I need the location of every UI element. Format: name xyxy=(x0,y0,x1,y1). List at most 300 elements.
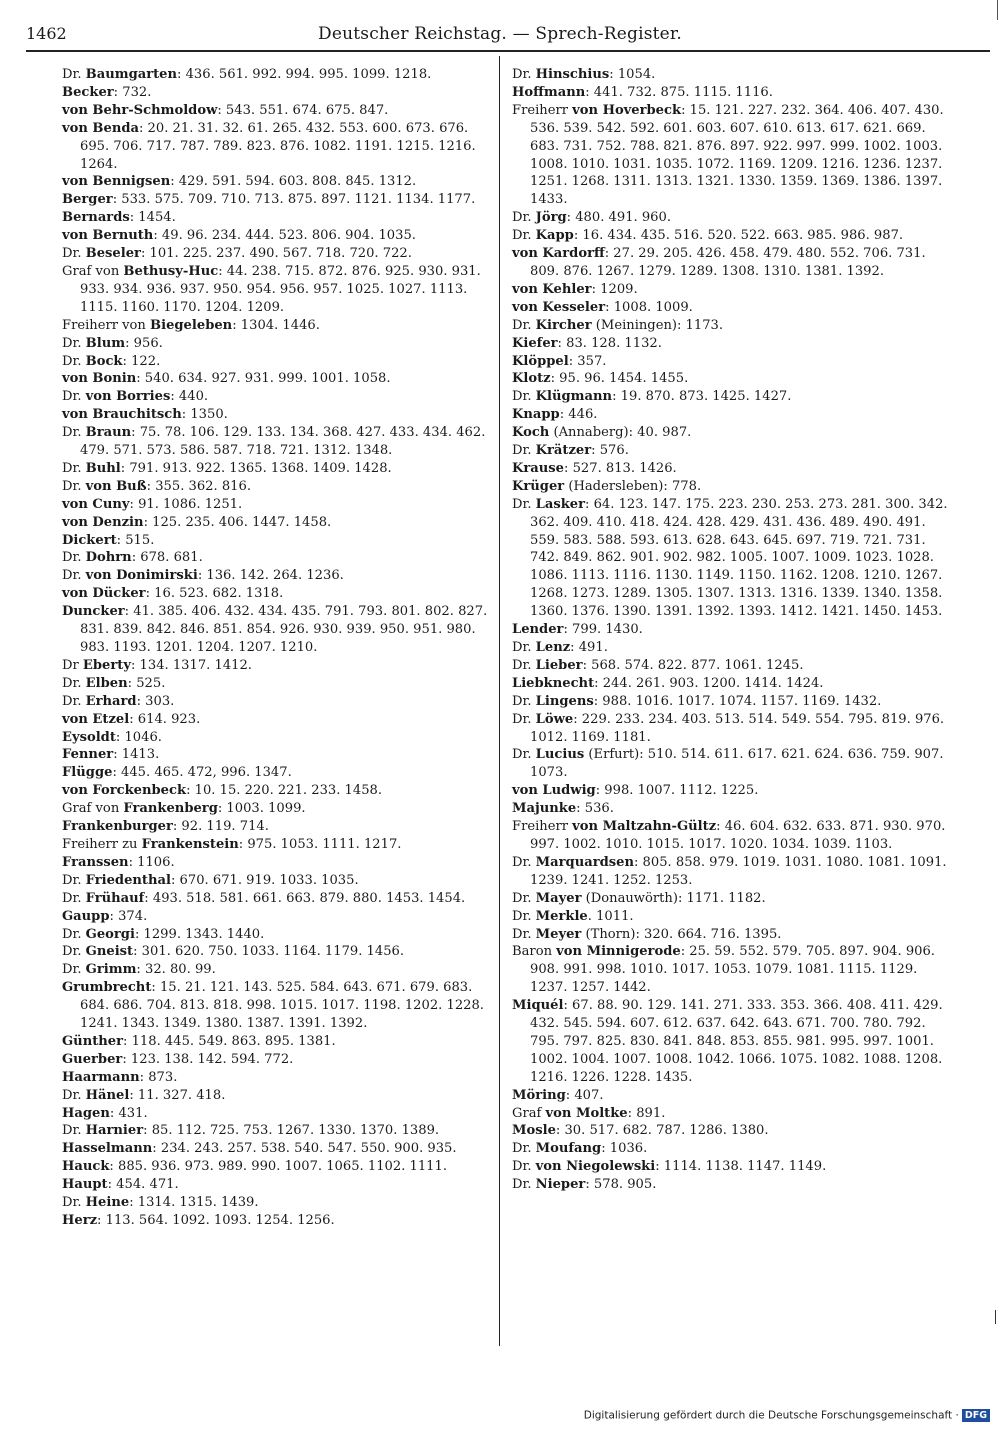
speaker-name: Braun xyxy=(85,425,132,441)
register-entry xyxy=(512,639,948,657)
page-references: : 480. 491. 960. xyxy=(566,210,672,226)
entry-prefix: Graf xyxy=(512,1105,546,1121)
speaker-name: Bock xyxy=(85,353,123,369)
register-entry xyxy=(512,1158,948,1176)
page-references: : 357. xyxy=(568,353,607,369)
speaker-name: von Bennigsen xyxy=(62,174,171,190)
page-references: : 576. xyxy=(591,443,629,459)
register-entry xyxy=(62,872,492,890)
register-entry xyxy=(62,693,492,711)
speaker-name: Gaupp xyxy=(62,908,110,924)
entry-prefix: Dr. xyxy=(62,890,86,906)
speaker-name: von Brauchitsch xyxy=(62,407,182,423)
speaker-name: Guerber xyxy=(62,1051,123,1067)
page-references: (Hadersleben): 778. xyxy=(564,478,702,494)
register-entry xyxy=(512,281,948,299)
page-references: : 44. 238. 715. 872. 876. 925. 930. 931. 933. 934. 936. 937. 950. 954. 956. 957. 1025. 1027. 1113. 1115. 1160. 1170. 1204. 1209. xyxy=(80,263,481,315)
register-entry xyxy=(62,729,492,747)
speaker-name: Franssen xyxy=(62,854,129,870)
page-references: : 431. xyxy=(109,1105,148,1121)
speaker-name: Jörg xyxy=(535,210,567,226)
entry-prefix: Dr. xyxy=(62,926,86,942)
page-references: : 85. 112. 725. 753. 1267. 1330. 1370. 1389. xyxy=(143,1123,440,1139)
page-references: : 525. xyxy=(127,675,166,691)
page-references: : 46. 604. 632. 633. 871. 930. 970. 997. 1002. 1010. 1015. 1017. 1020. 1034. 1039. 1103. xyxy=(530,819,946,852)
speaker-name: Hoffmann xyxy=(512,84,586,100)
speaker-name: von Etzel xyxy=(62,711,130,727)
entry-prefix: Dr. xyxy=(62,550,86,566)
page-references: : 1106. xyxy=(128,854,175,870)
speaker-name: Beseler xyxy=(85,246,141,262)
entry-prefix: Dr. xyxy=(62,478,86,494)
speaker-name: von Kesseler xyxy=(512,299,606,315)
speaker-name: Majunke xyxy=(512,801,577,817)
entry-prefix: Dr. xyxy=(512,210,536,226)
page-references: : 578. 905. xyxy=(585,1177,657,1193)
page-references: : 956. xyxy=(125,335,163,351)
register-entry xyxy=(512,943,948,997)
speaker-name: Mayer xyxy=(535,890,582,906)
register-entry xyxy=(62,514,492,532)
speaker-name: Georgi xyxy=(85,926,135,942)
entry-prefix: Dr. xyxy=(512,443,536,459)
entry-prefix: Dr. xyxy=(62,67,86,82)
page-references: : 670. 671. 919. 1033. 1035. xyxy=(170,872,359,888)
page-references: : 27. 29. 205. 426. 458. 479. 480. 552. 706. 731. 809. 876. 1267. 1279. 1289. 1308. 1310. 1381. 1392. xyxy=(530,246,926,279)
page-references: : 540. 634. 927. 931. 999. 1001. 1058. xyxy=(136,371,391,387)
speaker-name: Lenz xyxy=(535,640,571,655)
page-references: : 988. 1016. 1017. 1074. 1157. 1169. 1432. xyxy=(593,693,882,709)
register-entry xyxy=(512,406,948,424)
page-references: : 1413. xyxy=(113,747,160,763)
entry-prefix: Freiherr zu xyxy=(62,836,142,852)
speaker-name: Hänel xyxy=(85,1087,130,1103)
register-entry xyxy=(512,1087,948,1105)
register-entry xyxy=(62,818,492,836)
page-references: : 11. 327. 418. xyxy=(129,1087,226,1103)
register-entry xyxy=(62,1051,492,1069)
page-references: : 49. 96. 234. 444. 523. 806. 904. 1035. xyxy=(153,228,416,244)
page-references: : 113. 564. 1092. 1093. 1254. 1256. xyxy=(97,1213,335,1228)
speaker-name: Dickert xyxy=(62,532,117,548)
speaker-name: Friedenthal xyxy=(85,872,171,888)
page-references: : 491. xyxy=(570,640,608,655)
speaker-name: von Kardorff xyxy=(512,246,605,262)
speaker-name: Nieper xyxy=(535,1177,586,1193)
register-entry xyxy=(62,1176,492,1194)
register-entry xyxy=(62,926,492,944)
page-references: : 527. 813. 1426. xyxy=(564,460,677,476)
page-references: : 873. xyxy=(139,1069,178,1085)
page-references: : 136. 142. 264. 1236. xyxy=(197,568,344,584)
page-references: : 493. 518. 581. 661. 663. 879. 880. 1453. 1454. xyxy=(144,890,466,906)
page-references: : 678. 681. xyxy=(131,550,203,566)
footer-credit: Digitalisierung gefördert durch die Deutsche Forschungsgemeinschaft · xyxy=(583,1409,959,1422)
entry-prefix: Dr. xyxy=(512,926,536,942)
page-references: : 10. 15. 220. 221. 233. 1458. xyxy=(186,783,383,799)
register-entry xyxy=(62,317,492,335)
register-entry xyxy=(62,191,492,209)
register-entry xyxy=(62,657,492,675)
entry-prefix: Dr. xyxy=(512,711,536,727)
page-references: : 614. 923. xyxy=(129,711,201,727)
register-entry xyxy=(62,478,492,496)
entry-prefix: Dr. xyxy=(62,944,86,960)
entry-prefix: Dr. xyxy=(62,872,86,888)
entry-prefix: Freiherr xyxy=(512,819,573,835)
speaker-name: Merkle xyxy=(535,908,588,924)
speaker-name: Hasselmann xyxy=(62,1141,153,1157)
register-entry xyxy=(512,370,948,388)
register-entry xyxy=(512,317,948,335)
speaker-name: Flügge xyxy=(62,765,113,781)
register-entry xyxy=(62,120,492,174)
speaker-name: Duncker xyxy=(62,604,125,620)
speaker-name: Elben xyxy=(85,675,128,691)
register-entry xyxy=(512,353,948,371)
page-references: : 134. 1317. 1412. xyxy=(130,657,252,673)
speaker-name: Klügmann xyxy=(535,389,613,405)
speaker-name: Herz xyxy=(62,1213,98,1228)
speaker-name: Miquél xyxy=(512,998,564,1014)
register-entry xyxy=(512,442,948,460)
page-references: : 20. 21. 31. 32. 61. 265. 432. 553. 600. 673. 676. 695. 706. 717. 787. 789. 823. 876. 1082. 1191. 1215. 1216. 1264. xyxy=(80,120,476,172)
speaker-name: von Maltzahn-Gültz xyxy=(572,819,717,835)
entry-prefix: Dr. xyxy=(62,962,86,978)
entry-prefix: Dr. xyxy=(512,496,536,512)
page-references: : 1114. 1138. 1147. 1149. xyxy=(655,1159,827,1175)
page-references: : 15. 121. 227. 232. 364. 406. 407. 430. 536. 539. 542. 592. 601. 603. 607. 610. 613. 617. 621. 669. 683. 731. 752. 788. 821. 876. 897. 922. 997. 999. 1002. 1003. 1008. 1010. 1031. 1035. 1072. 1169. 1209. 1216. 1236. 1237. 1251. 1268. 1311. 1313. 1321. 1330. 1359. 1369. 1386. 1397. 1433. xyxy=(530,102,944,208)
page-references: : 436. 561. 992. 994. 995. 1099. 1218. xyxy=(177,67,432,82)
entry-prefix: Dr. xyxy=(62,675,86,691)
page-references: : 75. 78. 106. 129. 133. 134. 368. 427. 433. 434. 462. 479. 571. 573. 586. 587. 718. 721. 1312. 1348. xyxy=(80,425,486,459)
header-rule xyxy=(26,50,990,52)
speaker-name: Lieber xyxy=(535,657,583,673)
page-references: : 301. 620. 750. 1033. 1164. 1179. 1456. xyxy=(133,944,405,960)
register-entry xyxy=(512,693,948,711)
entry-prefix: Dr. xyxy=(512,1159,536,1175)
register-entry xyxy=(512,711,948,747)
speaker-name: von Dücker xyxy=(62,586,146,602)
speaker-name: Heine xyxy=(85,1195,130,1211)
speaker-name: Frankenstein xyxy=(141,836,239,852)
speaker-name: von Bonin xyxy=(62,371,137,387)
entry-prefix: Dr. xyxy=(62,335,86,351)
speaker-name: Grumbrecht xyxy=(62,980,152,996)
page-references: : 1209. xyxy=(591,281,638,297)
speaker-name: Krätzer xyxy=(535,443,592,459)
register-entry xyxy=(62,370,492,388)
page-references: : 998. 1007. 1112. 1225. xyxy=(595,783,759,799)
entry-prefix: Dr. xyxy=(512,854,536,870)
page-references: : 1350. xyxy=(181,407,228,423)
entry-prefix: Graf von xyxy=(62,263,124,279)
speaker-name: Grimm xyxy=(85,962,137,978)
page-references: : 885. 936. 973. 989. 990. 1007. 1065. 1102. 1111. xyxy=(109,1159,448,1175)
entry-prefix: Dr. xyxy=(512,317,536,333)
page-references: : 568. 574. 822. 877. 1061. 1245. xyxy=(582,657,804,673)
speaker-name: von Forckenbeck xyxy=(62,783,187,799)
page-references: . 1011. xyxy=(587,908,634,924)
entry-prefix: Dr. xyxy=(512,1141,536,1157)
register-entry xyxy=(512,997,948,1087)
entry-prefix: Dr xyxy=(62,657,83,673)
page-references: : 32. 80. 99. xyxy=(136,962,216,978)
register-entry xyxy=(62,1105,492,1123)
register-entry xyxy=(62,424,492,460)
register-entry xyxy=(62,335,492,353)
speaker-name: Lender xyxy=(512,622,564,638)
speaker-name: Berger xyxy=(62,192,113,208)
scan-margin-mark xyxy=(995,1310,996,1324)
speaker-name: Harnier xyxy=(85,1123,144,1139)
register-entry xyxy=(512,890,948,908)
register-entry xyxy=(512,782,948,800)
page-references: : 16. 434. 435. 516. 520. 522. 663. 985. 986. 987. xyxy=(573,228,904,244)
scan-edge-mark xyxy=(989,0,998,20)
left-column xyxy=(62,66,492,1230)
entry-prefix: Dr. xyxy=(62,425,86,441)
page-references: (Meiningen): 1173. xyxy=(591,317,724,333)
register-entry xyxy=(62,675,492,693)
page-references: : 440. xyxy=(170,389,209,405)
page-references: : 95. 96. 1454. 1455. xyxy=(550,371,689,387)
register-entry xyxy=(62,1087,492,1105)
footer xyxy=(584,1409,990,1422)
dfg-logo: DFG xyxy=(962,1409,990,1422)
page-references: : 67. 88. 90. 129. 141. 271. 333. 353. 366. 408. 411. 429. 432. 545. 594. 607. 612. 637. 642. 643. 671. 700. 780. 792. 795. 797. 825. 830. 841. 848. 853. 855. 981. 995. 997. 1001. 1002. 1004. 1007. 1008. 1042. 1066. 1075. 1082. 1088. 1208. 1216. 1226. 1228. 1435. xyxy=(530,998,943,1085)
page-number: 1462 xyxy=(26,24,67,43)
entry-prefix: Dr. xyxy=(62,568,86,584)
speaker-name: Günther xyxy=(62,1033,124,1049)
entry-prefix: Dr. xyxy=(512,228,536,244)
speaker-name: Frankenberg xyxy=(123,801,218,817)
page-references: : 15. 21. 121. 143. 525. 584. 643. 671. 679. 683. 684. 686. 704. 813. 818. 998. 1015. 1017. 1198. 1202. 1228. 1241. 1343. 1349. 1380. 1387. 1391. 1392. xyxy=(80,980,484,1032)
register-entry xyxy=(62,1140,492,1158)
speaker-name: Klöppel xyxy=(512,353,569,369)
page-title: Deutscher Reichstag. — Sprech-Register. xyxy=(318,24,682,44)
entry-prefix: Baron xyxy=(512,944,557,960)
speaker-name: von Hoverbeck xyxy=(572,102,682,118)
entry-prefix: Freiherr xyxy=(512,102,573,118)
entry-prefix: Dr. xyxy=(62,693,86,709)
page-references: : 454. 471. xyxy=(107,1177,179,1193)
register-entry xyxy=(62,460,492,478)
speaker-name: Mosle xyxy=(512,1123,556,1139)
speaker-name: Meyer xyxy=(535,926,582,942)
register-entry xyxy=(512,102,948,209)
register-entry xyxy=(512,227,948,245)
page-references: : 429. 591. 594. 603. 808. 845. 1312. xyxy=(170,174,417,190)
register-entry xyxy=(512,1176,948,1194)
speaker-name: von Donimirski xyxy=(85,568,198,584)
column-divider xyxy=(499,56,500,1346)
speaker-name: Dohrn xyxy=(85,550,132,566)
page-references: : 1304. 1446. xyxy=(232,317,320,333)
page-references: : 805. 858. 979. 1019. 1031. 1080. 1081. 1091. 1239. 1241. 1252. 1253. xyxy=(530,854,947,888)
speaker-name: Lucius xyxy=(535,747,585,763)
register-entry xyxy=(62,746,492,764)
speaker-name: von Cuny xyxy=(62,496,130,512)
register-entry xyxy=(62,173,492,191)
register-entry xyxy=(62,782,492,800)
page-references: : 234. 243. 257. 538. 540. 547. 550. 900. 935. xyxy=(152,1141,457,1157)
page-references: (Erfurt): 510. 514. 611. 617. 621. 624. 636. 759. 907. 1073. xyxy=(530,747,944,781)
register-entry xyxy=(512,460,948,478)
page-references: (Thorn): 320. 664. 716. 1395. xyxy=(581,926,782,942)
page-references: : 1454. xyxy=(129,210,176,226)
register-entry xyxy=(62,1212,492,1230)
speaker-name: von Bernuth xyxy=(62,228,154,244)
register-entry xyxy=(62,711,492,729)
entry-prefix: Dr. xyxy=(512,657,536,673)
page-references: : 732. xyxy=(113,84,152,100)
page-references: : 91. 1086. 1251. xyxy=(129,496,243,512)
page-references: : 303. xyxy=(136,693,175,709)
speaker-name: Erhard xyxy=(85,693,137,709)
page-references: : 1008. 1009. xyxy=(605,299,693,315)
register-entry xyxy=(512,657,948,675)
speaker-name: von Ludwig xyxy=(512,783,596,799)
page-references: : 122. xyxy=(122,353,161,369)
page-references: : 19. 870. 873. 1425. 1427. xyxy=(612,389,792,405)
speaker-name: Kiefer xyxy=(512,335,558,351)
entry-prefix: Dr. xyxy=(62,353,86,369)
register-entry xyxy=(62,800,492,818)
speaker-name: von Benda xyxy=(62,120,139,136)
entry-prefix: Dr. xyxy=(62,1195,86,1211)
register-entry xyxy=(512,621,948,639)
speaker-name: Blum xyxy=(85,335,126,351)
page-references: : 407. xyxy=(565,1087,604,1103)
register-entry xyxy=(512,746,948,782)
register-entry xyxy=(62,263,492,317)
register-entry xyxy=(62,1122,492,1140)
register-entry xyxy=(62,890,492,908)
register-entry xyxy=(512,908,948,926)
page-references: : 446. xyxy=(559,407,598,423)
register-entry xyxy=(62,1069,492,1087)
page-references: : 799. 1430. xyxy=(563,622,643,638)
speaker-name: Lasker xyxy=(535,496,586,512)
register-entry xyxy=(62,603,492,657)
entry-prefix: Graf von xyxy=(62,801,124,817)
page-references: : 891. xyxy=(627,1105,666,1121)
speaker-name: Eberty xyxy=(82,657,131,673)
register-entry xyxy=(62,943,492,961)
register-entry xyxy=(62,908,492,926)
register-entry xyxy=(512,299,948,317)
speaker-name: von Minnigerode xyxy=(556,944,681,960)
register-entry xyxy=(62,227,492,245)
page-references: : 123. 138. 142. 594. 772. xyxy=(122,1051,294,1067)
register-entry xyxy=(512,675,948,693)
speaker-name: Liebknecht xyxy=(512,675,595,691)
page-references: : 30. 517. 682. 787. 1286. 1380. xyxy=(555,1123,769,1139)
register-entry xyxy=(62,102,492,120)
entry-prefix: Dr. xyxy=(62,246,86,262)
page-references: : 355. 362. 816. xyxy=(146,478,251,494)
register-entry xyxy=(62,532,492,550)
register-entry xyxy=(512,209,948,227)
speaker-name: von Buß xyxy=(85,478,147,494)
speaker-name: Krüger xyxy=(512,478,565,494)
speaker-name: Bernards xyxy=(62,210,130,226)
register-entry xyxy=(62,549,492,567)
page-references: : 441. 732. 875. 1115. 1116. xyxy=(585,84,773,100)
entry-prefix: Dr. xyxy=(512,389,536,405)
register-entry xyxy=(512,478,948,496)
speaker-name: von Kehler xyxy=(512,281,592,297)
speaker-name: Biegeleben xyxy=(150,317,233,333)
register-entry xyxy=(512,84,948,102)
speaker-name: von Moltke xyxy=(545,1105,628,1121)
speaker-name: Becker xyxy=(62,84,114,100)
register-entry xyxy=(62,567,492,585)
register-entry xyxy=(62,585,492,603)
page-references: : 975. 1053. 1111. 1217. xyxy=(238,836,402,852)
page-references: : 533. 575. 709. 710. 713. 875. 897. 1121. 1134. 1177. xyxy=(112,192,476,208)
register-entry xyxy=(512,66,948,84)
speaker-name: Lingens xyxy=(535,693,594,709)
speaker-name: Moufang xyxy=(535,1141,602,1157)
speaker-name: Löwe xyxy=(535,711,574,727)
entry-prefix: Dr. xyxy=(512,693,536,709)
entry-prefix: Dr. xyxy=(512,890,536,906)
entry-prefix: Dr. xyxy=(512,67,536,82)
entry-prefix: Dr. xyxy=(62,1087,86,1103)
entry-prefix: Dr. xyxy=(512,908,536,924)
page-references: : 445. 465. 472, 996. 1347. xyxy=(112,765,292,781)
page-references: : 543. 551. 674. 675. 847. xyxy=(217,102,389,118)
page-references: : 1314. 1315. 1439. xyxy=(129,1195,259,1211)
speaker-name: Haupt xyxy=(62,1177,108,1193)
page-references: : 64. 123. 147. 175. 223. 230. 253. 273. 281. 300. 342. 362. 409. 410. 418. 424. 428. 429. 431. 436. 489. 490. 491. 559. 583. 588. 593. 613. 628. 643. 645. 697. 719. 721. 731. 742. 849. 862. 901. 902. 982. 1005. 1007. 1009. 1023. 1028. 1086. 1113. 1116. 1130. 1149. 1150. 1162. 1208. 1210. 1267. 1268. 1273. 1289. 1305. 1307. 1313. 1316. 1339. 1340. 1358. 1360. 1376. 1390. 1391. 1392. 1393. 1412. 1421. 1450. 1453. xyxy=(530,496,948,620)
page-references: : 25. 59. 552. 579. 705. 897. 904. 906. 908. 991. 998. 1010. 1017. 1053. 1079. 1081. 1115. 1129. 1237. 1257. 1442. xyxy=(530,944,935,996)
speaker-name: Gneist xyxy=(85,944,134,960)
speaker-name: Hinschius xyxy=(535,67,610,82)
register-entry xyxy=(512,496,948,621)
register-entry xyxy=(512,1140,948,1158)
page-references: : 125. 235. 406. 1447. 1458. xyxy=(143,514,332,530)
register-entry xyxy=(62,245,492,263)
speaker-name: Frühauf xyxy=(85,890,145,906)
register-entry xyxy=(62,406,492,424)
register-entry xyxy=(62,961,492,979)
speaker-name: Haarmann xyxy=(62,1069,140,1085)
page-references: : 16. 523. 682. 1318. xyxy=(145,586,284,602)
register-entry xyxy=(62,388,492,406)
register-entry xyxy=(512,424,948,442)
register-entry xyxy=(62,836,492,854)
page-references: (Donauwörth): 1171. 1182. xyxy=(581,890,766,906)
entry-prefix: Dr. xyxy=(512,1177,536,1193)
page-references: : 41. 385. 406. 432. 434. 435. 791. 793. 801. 802. 827. 831. 839. 842. 846. 851. 854. 926. 930. 939. 950. 951. 980. 983. 1193. 1201. 1204. 1207. 1210. xyxy=(80,604,488,655)
speaker-name: Bethusy-Huc xyxy=(123,263,219,279)
page-references: : 101. 225. 237. 490. 567. 718. 720. 722. xyxy=(140,246,412,262)
speaker-name: Koch xyxy=(512,425,550,441)
register-entry xyxy=(62,84,492,102)
speaker-name: Kapp xyxy=(535,228,574,244)
register-entry xyxy=(512,1122,948,1140)
speaker-name: Eysoldt xyxy=(62,729,116,745)
register-entry xyxy=(512,1105,948,1123)
speaker-name: Buhl xyxy=(85,460,121,476)
speaker-name: Marquardsen xyxy=(535,854,634,870)
page-references: : 229. 233. 234. 403. 513. 514. 549. 554. 795. 819. 976. 1012. 1169. 1181. xyxy=(530,711,945,745)
register-entry xyxy=(62,496,492,514)
register-entry xyxy=(512,818,948,854)
